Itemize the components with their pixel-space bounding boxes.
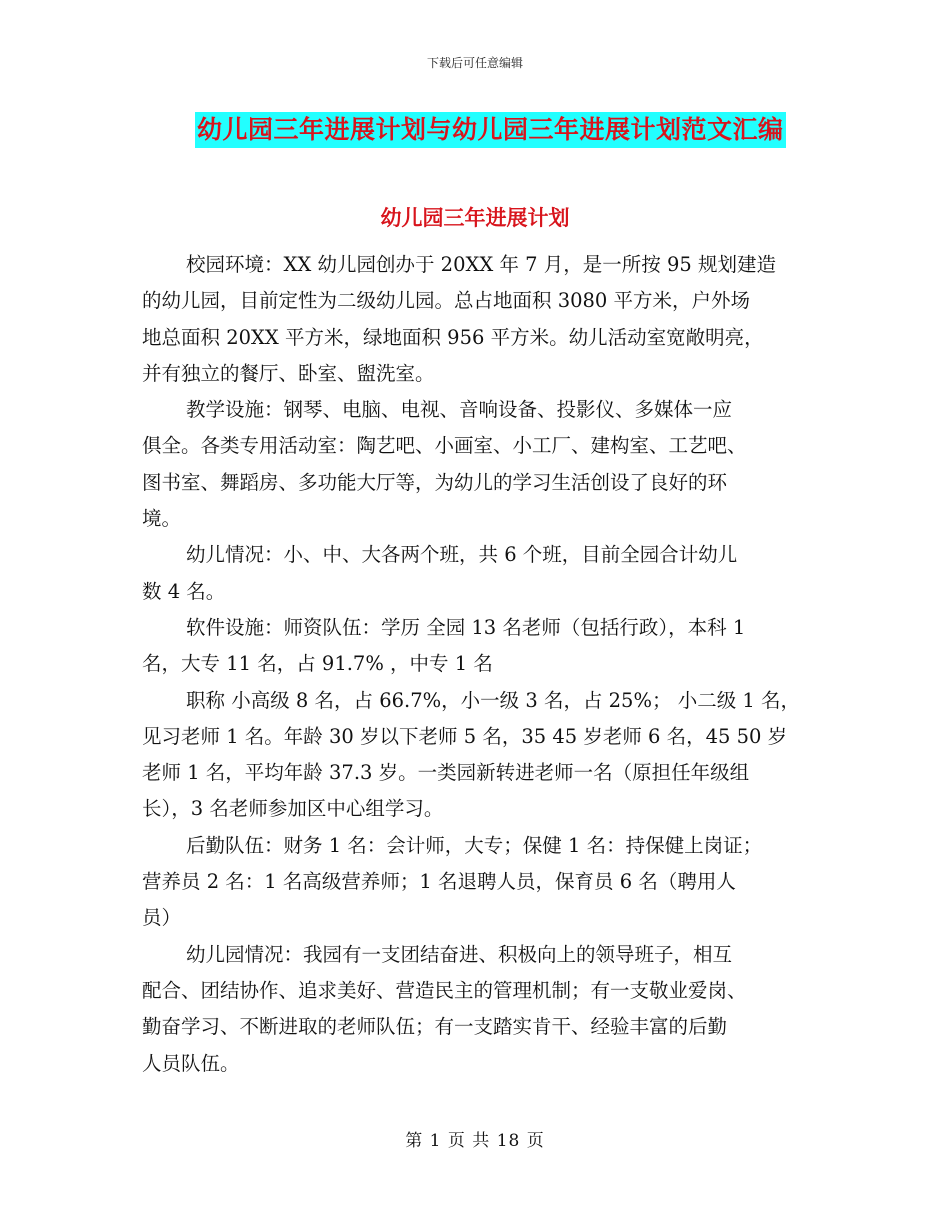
section-title: 幼儿园三年进展计划 [380,206,570,230]
document-body [142,247,822,1082]
text-line: 教学设施：钢琴、电脑、电视、音响设备、投影仪、多媒体一应 [186,398,733,422]
text-line: 老师 1 名，平均年龄 37.3 岁。一类园新转进老师一名（原担任年级组 [142,761,750,785]
text-line: 名，大专 11 名，占 91.7% ，中专 1 名 [142,652,493,676]
document-main-title: 幼儿园三年进展计划与幼儿园三年进展计划范文汇编 [195,112,786,148]
text-line: 见习老师 1 名。年龄 30 岁以下老师 5 名，35 45 岁老师 6 名，45 50 岁 [142,724,788,748]
text-line: 员） [142,906,182,930]
paragraph-campus-environment [142,247,822,392]
text-line: 职称 小高级 8 名，占 66.7%，小一级 3 名，占 25%； 小二级 1 名， [186,688,800,712]
text-line: 长），3 名老师参加区中心组学习。 [142,797,444,821]
paragraph-logistics-team [142,828,822,937]
text-line: 幼儿园情况：我园有一支团结奋进、积极向上的领导班子，相互 [186,942,733,966]
page-number-footer: 第 1 页 共 18 页 [405,1131,545,1151]
paragraph-children-situation [142,537,822,610]
paragraph-kindergarten-situation [142,937,822,1082]
text-line: 境。 [142,507,182,531]
paragraph-titles-ages [142,683,822,828]
page-header-note: 下载后可任意编辑 [426,56,523,70]
text-line: 的幼儿园，目前定性为二级幼儿园。总占地面积 3080 平方米，户外场 [142,289,751,313]
text-line: 俱全。各类专用活动室：陶艺吧、小画室、小工厂、建构室、工艺吧、 [142,434,747,458]
text-line: 并有独立的餐厅、卧室、盥洗室。 [142,361,435,385]
text-line: 软件设施：师资队伍：学历 全园 13 名老师（包括行政），本科 1 [186,615,746,639]
text-line: 后勤队伍：财务 1 名：会计师，大专；保健 1 名：持保健上岗证； [186,833,763,857]
text-line: 勤奋学习、不断进取的老师队伍；有一支踏实肯干、经验丰富的后勤 [142,1015,728,1039]
text-line: 营养员 2 名：1 名高级营养师；1 名退聘人员，保育员 6 名（聘用人 [142,870,736,894]
text-line: 图书室、舞蹈房、多功能大厅等，为幼儿的学习生活创设了良好的环 [142,470,728,494]
text-line: 数 4 名。 [142,579,226,603]
text-line: 配合、团结协作、追求美好、营造民主的管理机制；有一支敬业爱岗、 [142,978,747,1002]
paragraph-teaching-facilities [142,392,822,537]
text-line: 校园环境：XX 幼儿园创办于 20XX 年 7 月，是一所按 95 规划建造 [186,253,776,276]
text-line: 地总面积 20XX 平方米，绿地面积 956 平方米。幼儿活动室宽敞明亮， [142,325,764,349]
paragraph-software-facilities [142,610,822,683]
text-line: 幼儿情况：小、中、大各两个班，共 6 个班，目前全园合计幼儿 [186,543,738,567]
text-line: 人员队伍。 [142,1051,240,1075]
